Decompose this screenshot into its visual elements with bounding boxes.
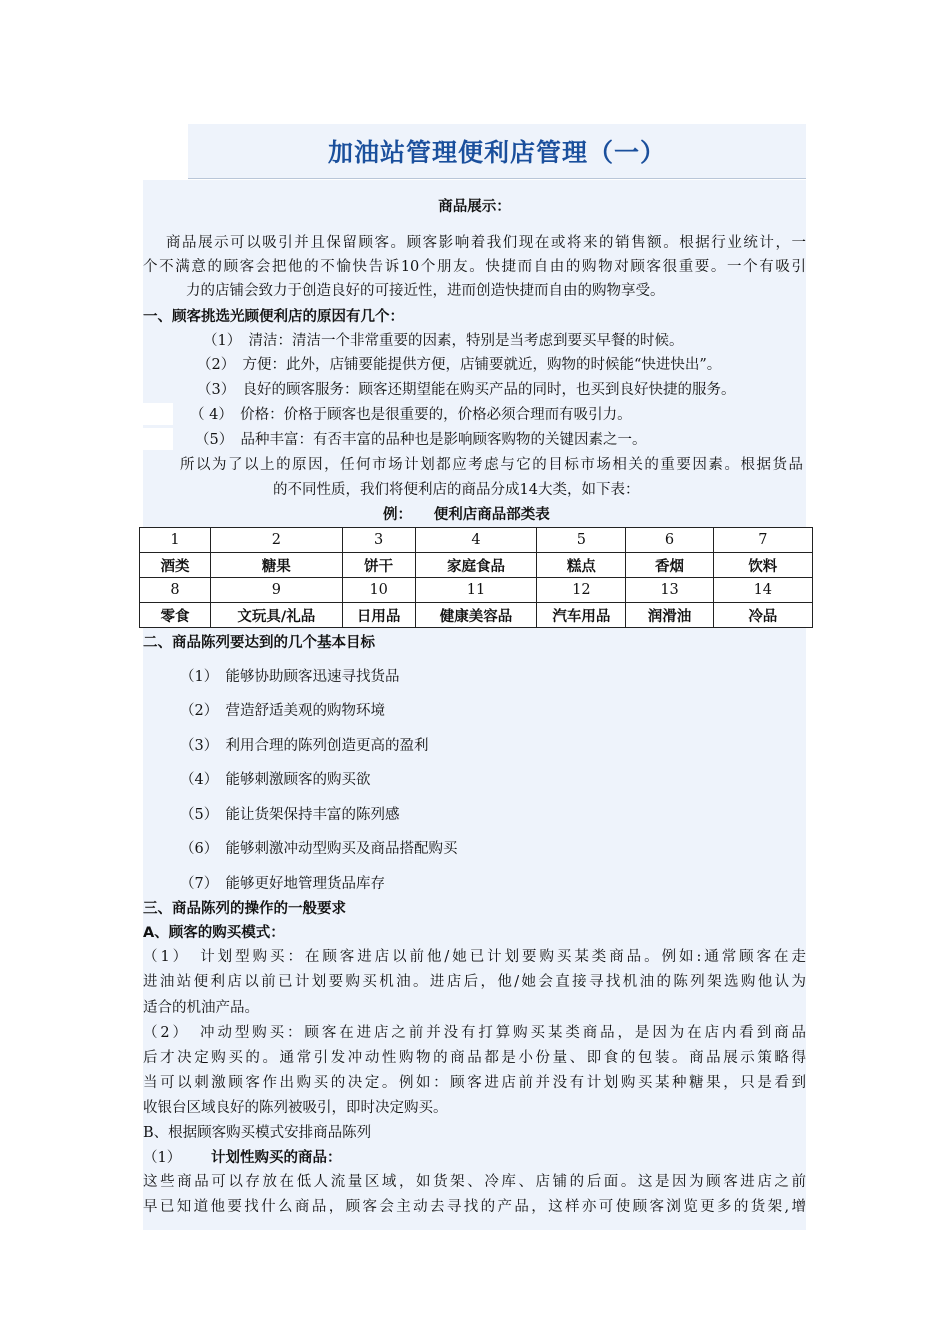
tail-line: 早已知道他要找什么商品，顾客会主动去寻找的产品，这样亦可使顾客浏览更多的货架,增	[143, 1199, 806, 1215]
impulse-line: 收银台区域良好的陈列被吸引，即时决定购买。	[143, 1100, 448, 1116]
category-number: 8	[140, 578, 211, 603]
table-row	[140, 603, 813, 628]
category-name: 冷品	[713, 603, 812, 628]
impulse-line: 后才决定购买的。通常引发冲动性购物的商品都是小份量、即食的包装。商品展示策略得	[143, 1050, 806, 1066]
reason-item: （5） 品种丰富：有否丰富的品种也是影响顾客购物的关键因素之一。	[195, 432, 647, 448]
category-number: 11	[415, 578, 537, 603]
table-caption: 例： 便利店商品部类表	[383, 507, 550, 523]
category-name: 糖果	[210, 553, 342, 578]
goal-item: （3） 利用合理的陈列创造更高的盈利	[180, 738, 429, 754]
impulse-line: 当可以刺激顾客作出购买的决定。例如：顾客进店前并没有计划购买某种糖果，只是看到	[143, 1075, 806, 1091]
category-name: 家庭食品	[415, 553, 537, 578]
category-name: 零食	[140, 603, 211, 628]
category-table	[139, 527, 813, 628]
category-number: 10	[342, 578, 415, 603]
conclusion-line: 的不同性质，我们将便利店的商品分成14大类，如下表：	[273, 482, 640, 498]
category-number: 3	[342, 528, 415, 553]
reason-item: （2） 方便：此外，店铺要能提供方便，店铺要就近，购物的时候能“快进快出”。	[197, 357, 722, 373]
reason-item: （3） 良好的顾客服务：顾客还期望能在购买产品的同时，也买到良好快捷的服务。	[197, 382, 736, 398]
part2-heading: 二、商品陈列要达到的几个基本目标	[143, 635, 375, 651]
margin-patch	[143, 403, 173, 425]
category-number: 2	[210, 528, 342, 553]
category-name: 酒类	[140, 553, 211, 578]
category-name: 糕点	[537, 553, 626, 578]
category-name: 日用品	[342, 603, 415, 628]
goal-item: （1） 能够协助顾客迅速寻找货品	[180, 669, 400, 685]
category-name: 文玩具/礼品	[210, 603, 342, 628]
goal-item: （5） 能让货架保持丰富的陈列感	[180, 807, 400, 823]
category-number: 1	[140, 528, 211, 553]
category-name: 饼干	[342, 553, 415, 578]
goal-item: （7） 能够更好地管理货品库存	[180, 876, 385, 892]
part1-heading: 一、顾客挑选光顾便利店的原因有几个：	[143, 309, 404, 325]
subheading-b1-label: 计划性购买的商品：	[211, 1150, 342, 1166]
category-number: 14	[713, 578, 812, 603]
tail-line: 这些商品可以存放在低人流量区域，如货架、冷库、店铺的后面。这是因为顾客进店之前	[143, 1174, 806, 1190]
table-row	[140, 578, 813, 603]
category-number: 13	[626, 578, 713, 603]
subheading-b1-number: （1）	[143, 1150, 182, 1166]
document-title: 加油站管理便利店管理（一）	[327, 138, 666, 167]
category-number: 5	[537, 528, 626, 553]
category-name: 润滑油	[626, 603, 713, 628]
goal-item: （6） 能够刺激冲动型购买及商品搭配购买	[180, 841, 458, 857]
intro-line: 力的店铺会致力于创造良好的可接近性，进而创造快捷而自由的购物享受。	[186, 283, 665, 299]
margin-patch	[143, 428, 173, 450]
category-number: 7	[713, 528, 812, 553]
category-name: 汽车用品	[537, 603, 626, 628]
category-number: 6	[626, 528, 713, 553]
category-number: 9	[210, 578, 342, 603]
reason-item: （ 4） 价格：价格于顾客也是很重要的，价格必须合理而有吸引力。	[190, 407, 632, 423]
category-name: 饮料	[713, 553, 812, 578]
category-number: 12	[537, 578, 626, 603]
impulse-line: （2） 冲动型购买：顾客在进店之前并没有打算购买某类商品，是因为在店内看到商品	[143, 1025, 806, 1041]
reason-item: （1） 清洁：清洁一个非常重要的因素，特别是当考虑到要买早餐的时候。	[203, 333, 684, 349]
part3-heading: 三、商品陈列的操作的一般要求	[143, 901, 346, 917]
conclusion-line: 所以为了以上的原因，任何市场计划都应考虑与它的目标市场相关的重要因素。根据货品	[180, 457, 803, 473]
planned-line: （1） 计划型购买：在顾客进店以前他/她已计划要购买某类商品。例如:通常顾客在走	[143, 949, 806, 965]
category-name: 香烟	[626, 553, 713, 578]
category-number: 4	[415, 528, 537, 553]
planned-line: 进油站便利店以前已计划要购买机油。进店后，他/她会直接寻找机油的陈列架选购他认为	[143, 974, 806, 990]
goal-item: （4） 能够刺激顾客的购买欲	[180, 772, 371, 788]
category-name: 健康美容品	[415, 603, 537, 628]
goal-item: （2） 营造舒适美观的购物环境	[180, 703, 385, 719]
section-heading: 商品展示：	[438, 199, 511, 215]
planned-line: 适合的机油产品。	[143, 1000, 259, 1016]
table-row	[140, 553, 813, 578]
table-row	[140, 528, 813, 553]
intro-line: 商品展示可以吸引并且保留顾客。顾客影响着我们现在或将来的销售额。根据行业统计，一	[166, 235, 806, 251]
subheading-a: A、顾客的购买模式：	[143, 925, 285, 941]
subheading-b: B、根据顾客购买模式安排商品陈列	[143, 1125, 372, 1141]
intro-line: 个不满意的顾客会把他的不愉快告诉10个朋友。快捷而自由的购物对顾客很重要。一个有吸引	[143, 259, 806, 275]
